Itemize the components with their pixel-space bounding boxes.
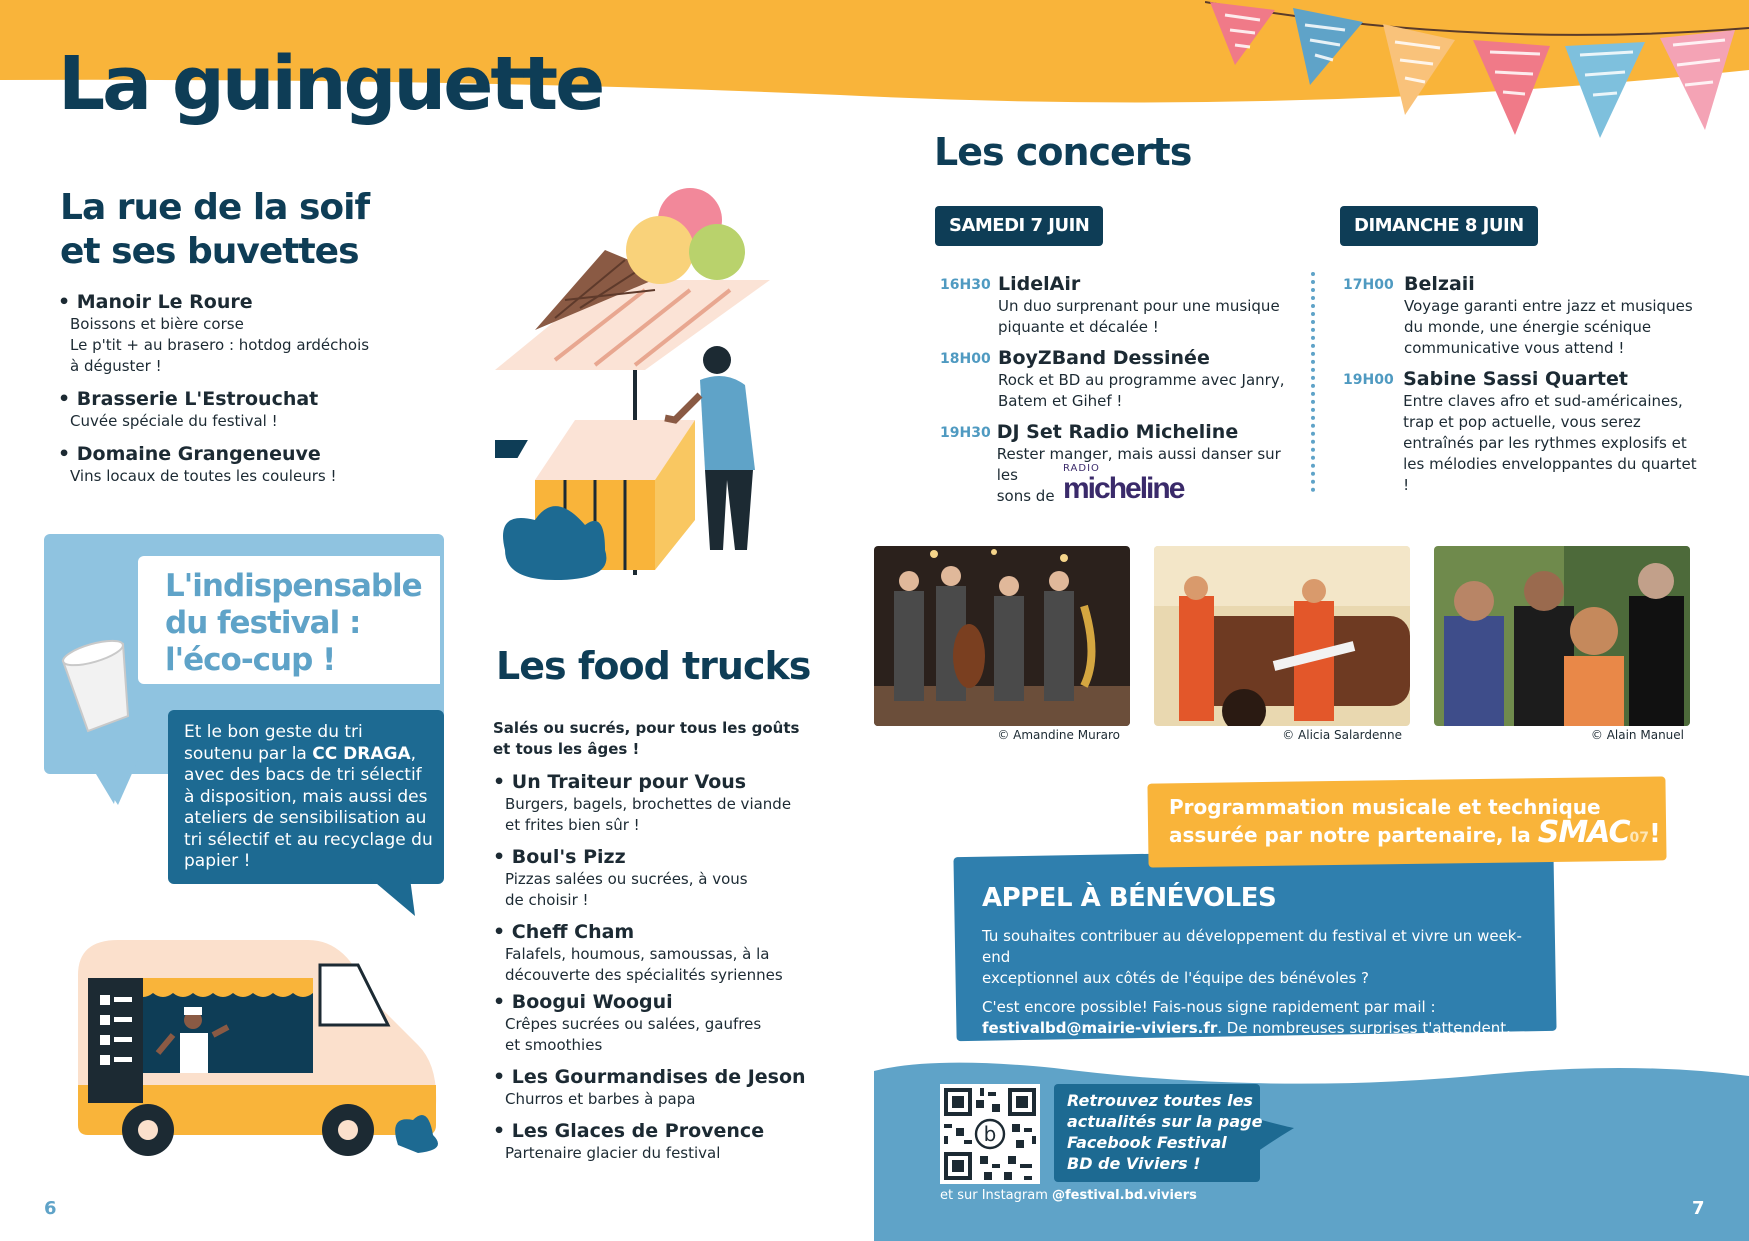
instagram-handle-link[interactable]: @festival.bd.viviers bbox=[1052, 1188, 1197, 1203]
ecocup-title: L'indispensable du festival : l'éco-cup ! bbox=[165, 568, 422, 678]
page-title: La guinguette bbox=[58, 41, 603, 127]
food-list bbox=[493, 770, 813, 1164]
facebook-text: Retrouvez toutes les actualités sur la page Facebook Festival BD de Viviers ! bbox=[1067, 1091, 1263, 1173]
food-truck-illustration bbox=[58, 935, 448, 1165]
bunting-flags-decoration bbox=[1205, 0, 1749, 145]
ecocup-dark-speech-tail bbox=[370, 878, 420, 918]
instagram-text: et sur Instagram @festival.bd.viviers bbox=[940, 1188, 1197, 1203]
concert-item: 19H00 Sabine Sassi Quartet Entre claves afro et sud-américaines, trap et pop actuelle, vous serez entraînés par les rythmes explosifs et les mélodies enveloppantes du quartet ! bbox=[1343, 368, 1697, 494]
paper-cup-icon bbox=[58, 636, 138, 736]
list-item: • Brasserie L'Estrouchat Cuvée spéciale du festival ! bbox=[58, 388, 319, 430]
ecocup-text: Et le bon geste du tri soutenu par la CC DRAGA, avec des bacs de tri sélectif à disposition, mais aussi des ateliers de sensibilisation au tri sélectif et au recyclage du papier ! bbox=[184, 722, 433, 871]
food-title: Les food trucks bbox=[496, 644, 811, 688]
day-divider bbox=[1311, 272, 1315, 492]
list-item: • Cheff Cham Falafels, houmous, samoussas, à la découverte des spécialités syriennes bbox=[493, 921, 783, 984]
ice-cream-stand-illustration bbox=[495, 180, 795, 600]
list-item: • Boogui Woogui Crêpes sucrées ou salées, gaufres et smoothies bbox=[493, 991, 762, 1054]
photo-credit-1: © Amandine Muraro bbox=[997, 728, 1120, 742]
photo-credit-2: © Alicia Salardenne bbox=[1282, 728, 1402, 742]
radio-micheline-logo: RADIO micheline bbox=[1063, 463, 1184, 505]
soif-title: La rue de la soif et ses buvettes bbox=[60, 187, 370, 272]
benevoles-title: APPEL À BÉNÉVOLES bbox=[982, 883, 1277, 913]
concert-item: 16H30 LidelAir Un duo surprenant pour une musique piquante et décalée ! bbox=[940, 273, 1280, 336]
svg-text:b: b bbox=[983, 1122, 997, 1147]
qr-code-icon bbox=[940, 1084, 1040, 1184]
band-photo-3 bbox=[1434, 546, 1690, 726]
smac-text: Programmation musicale et technique assurée par notre partenaire, la SMAC07! bbox=[1169, 795, 1661, 850]
photo-credit-3: © Alain Manuel bbox=[1590, 728, 1684, 742]
ecocup-speech-tail bbox=[88, 760, 148, 810]
band-photo-1 bbox=[874, 546, 1130, 726]
list-item: • Domaine Grangeneuve Vins locaux de toutes les couleurs ! bbox=[58, 443, 337, 485]
concerts-title: Les concerts bbox=[934, 130, 1192, 174]
band-photo-2 bbox=[1154, 546, 1410, 726]
page-number-right: 7 bbox=[1692, 1198, 1705, 1219]
benevoles-text: Tu souhaites contribuer au développement du festival et vivre un week-end exceptionnel aux côtés de l'équipe des bénévoles ? C'est encore possible! Fais-nous signe rapidement par mail : festivalbd@mairie-viviers.fr. De nombreuses surprises t'attendent. bbox=[982, 927, 1522, 1037]
list-item: • Les Glaces de Provence Partenaire glacier du festival bbox=[493, 1120, 765, 1162]
food-intro: Salés ou sucrés, pour tous les goûts et tous les âges ! bbox=[493, 719, 800, 758]
page-number-left: 6 bbox=[44, 1198, 57, 1219]
concert-item: 18H00 BoyZBand Dessinée Rock et BD au programme avec Janry, Batem et Gihef ! bbox=[940, 347, 1285, 410]
saturday-badge: SAMEDI 7 JUIN bbox=[935, 206, 1103, 246]
concert-item: 19H30 DJ Set Radio Micheline Rester manger, mais aussi danser sur les sons de bbox=[940, 421, 1281, 505]
list-item: • Boul's Pizz Pizzas salées ou sucrées, à vous de choisir ! bbox=[493, 846, 748, 909]
smac-logo: SMAC bbox=[1537, 815, 1630, 850]
list-item: • Les Gourmandises de Jeson Churros et barbes à papa bbox=[493, 1066, 806, 1108]
sunday-list bbox=[1343, 272, 1703, 496]
concert-item: 17H00 Belzaii Voyage garanti entre jazz et musiques du monde, une énergie scénique communicative vous attend ! bbox=[1343, 273, 1693, 357]
soif-list bbox=[58, 290, 438, 487]
sunday-badge: DIMANCHE 8 JUIN bbox=[1340, 206, 1538, 246]
list-item: • Un Traiteur pour Vous Burgers, bagels, brochettes de viande et frites bien sûr ! bbox=[493, 771, 792, 834]
list-item: • Manoir Le Roure Boissons et bière corse Le p'tit + au brasero : hotdog ardéchois à déguster ! bbox=[58, 291, 370, 375]
